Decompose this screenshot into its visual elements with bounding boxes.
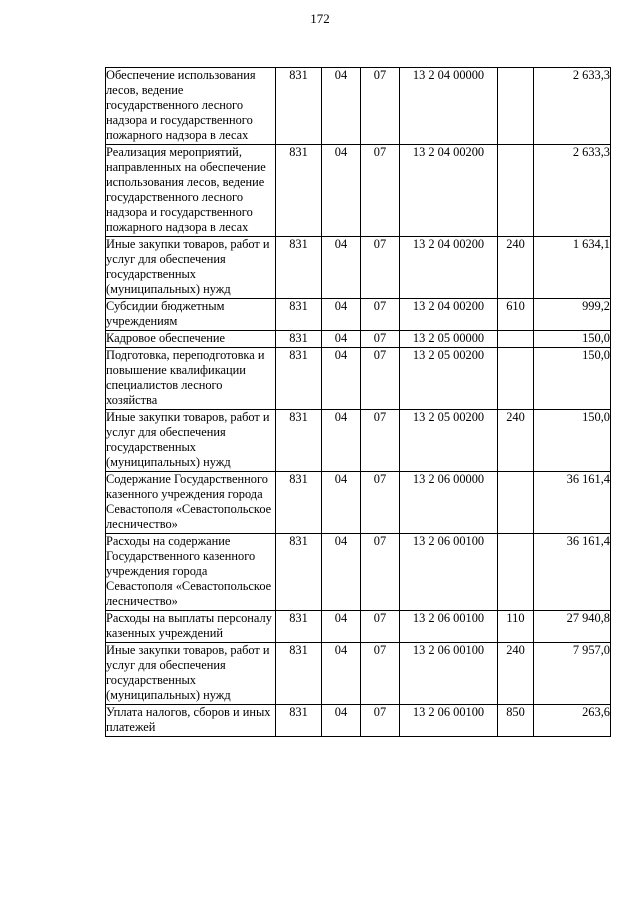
target-article-cell: 13 2 04 00000 xyxy=(400,68,498,145)
amount-cell: 2 633,3 xyxy=(534,68,611,145)
target-article-cell: 13 2 06 00100 xyxy=(400,643,498,705)
subsection-code-cell: 07 xyxy=(361,299,400,331)
section-code-cell: 04 xyxy=(322,705,361,737)
budget-table-body xyxy=(106,68,611,737)
target-article-cell: 13 2 05 00000 xyxy=(400,331,498,348)
expense-type-cell: 240 xyxy=(498,410,534,472)
department-code-cell: 831 xyxy=(276,299,322,331)
expense-type-cell xyxy=(498,348,534,410)
amount-cell: 27 940,8 xyxy=(534,611,611,643)
expense-type-cell: 240 xyxy=(498,237,534,299)
subsection-code-cell: 07 xyxy=(361,410,400,472)
row-name-cell: Расходы на выплаты персоналу казенных учреждений xyxy=(106,611,276,643)
table-row xyxy=(106,237,611,299)
table-row xyxy=(106,705,611,737)
department-code-cell: 831 xyxy=(276,534,322,611)
department-code-cell: 831 xyxy=(276,68,322,145)
page-number: 172 xyxy=(310,11,330,26)
target-article-cell: 13 2 06 00100 xyxy=(400,534,498,611)
section-code-cell: 04 xyxy=(322,145,361,237)
section-code-cell: 04 xyxy=(322,410,361,472)
section-code-cell: 04 xyxy=(322,472,361,534)
row-name-cell: Иные закупки товаров, работ и услуг для обеспечения государственных (муниципальных) нужд xyxy=(106,237,276,299)
row-name-cell: Иные закупки товаров, работ и услуг для обеспечения государственных (муниципальных) нужд xyxy=(106,410,276,472)
amount-cell: 36 161,4 xyxy=(534,534,611,611)
department-code-cell: 831 xyxy=(276,145,322,237)
expense-type-cell: 110 xyxy=(498,611,534,643)
table-row xyxy=(106,611,611,643)
section-code-cell: 04 xyxy=(322,643,361,705)
section-code-cell: 04 xyxy=(322,534,361,611)
target-article-cell: 13 2 04 00200 xyxy=(400,237,498,299)
amount-cell: 7 957,0 xyxy=(534,643,611,705)
expense-type-cell xyxy=(498,145,534,237)
row-name-cell: Кадровое обеспечение xyxy=(106,331,276,348)
subsection-code-cell: 07 xyxy=(361,534,400,611)
subsection-code-cell: 07 xyxy=(361,68,400,145)
subsection-code-cell: 07 xyxy=(361,331,400,348)
amount-cell: 263,6 xyxy=(534,705,611,737)
row-name-cell: Подготовка, переподготовка и повышение квалификации специалистов лесного хозяйства xyxy=(106,348,276,410)
department-code-cell: 831 xyxy=(276,611,322,643)
section-code-cell: 04 xyxy=(322,348,361,410)
amount-cell: 150,0 xyxy=(534,331,611,348)
table-row xyxy=(106,348,611,410)
amount-cell: 2 633,3 xyxy=(534,145,611,237)
target-article-cell: 13 2 04 00200 xyxy=(400,299,498,331)
row-name-cell: Обеспечение использования лесов, ведение государственного лесного надзора и государственного пожарного надзора в лесах xyxy=(106,68,276,145)
section-code-cell: 04 xyxy=(322,237,361,299)
expense-type-cell xyxy=(498,534,534,611)
department-code-cell: 831 xyxy=(276,705,322,737)
subsection-code-cell: 07 xyxy=(361,472,400,534)
target-article-cell: 13 2 06 00100 xyxy=(400,705,498,737)
target-article-cell: 13 2 06 00100 xyxy=(400,611,498,643)
row-name-cell: Реализация мероприятий, направленных на обеспечение использования лесов, ведение государственного лесного надзора и государственного пожарного надзора в лесах xyxy=(106,145,276,237)
row-name-cell: Субсидии бюджетным учреждениям xyxy=(106,299,276,331)
budget-table xyxy=(105,67,611,737)
section-code-cell: 04 xyxy=(322,331,361,348)
section-code-cell: 04 xyxy=(322,68,361,145)
expense-type-cell: 850 xyxy=(498,705,534,737)
subsection-code-cell: 07 xyxy=(361,145,400,237)
table-row xyxy=(106,534,611,611)
table-row xyxy=(106,331,611,348)
department-code-cell: 831 xyxy=(276,643,322,705)
expense-type-cell xyxy=(498,472,534,534)
table-row xyxy=(106,472,611,534)
amount-cell: 150,0 xyxy=(534,410,611,472)
target-article-cell: 13 2 06 00000 xyxy=(400,472,498,534)
expense-type-cell: 610 xyxy=(498,299,534,331)
department-code-cell: 831 xyxy=(276,348,322,410)
expense-type-cell xyxy=(498,68,534,145)
subsection-code-cell: 07 xyxy=(361,611,400,643)
amount-cell: 36 161,4 xyxy=(534,472,611,534)
table-row xyxy=(106,643,611,705)
row-name-cell: Расходы на содержание Государственного казенного учреждения города Севастополя «Севастопольское лесничество» xyxy=(106,534,276,611)
table-row xyxy=(106,299,611,331)
amount-cell: 1 634,1 xyxy=(534,237,611,299)
subsection-code-cell: 07 xyxy=(361,348,400,410)
expense-type-cell: 240 xyxy=(498,643,534,705)
department-code-cell: 831 xyxy=(276,472,322,534)
subsection-code-cell: 07 xyxy=(361,705,400,737)
subsection-code-cell: 07 xyxy=(361,643,400,705)
row-name-cell: Уплата налогов, сборов и иных платежей xyxy=(106,705,276,737)
section-code-cell: 04 xyxy=(322,611,361,643)
row-name-cell: Содержание Государственного казенного учреждения города Севастополя «Севастопольское лесничество» xyxy=(106,472,276,534)
row-name-cell: Иные закупки товаров, работ и услуг для обеспечения государственных (муниципальных) нужд xyxy=(106,643,276,705)
department-code-cell: 831 xyxy=(276,410,322,472)
amount-cell: 999,2 xyxy=(534,299,611,331)
expense-type-cell xyxy=(498,331,534,348)
department-code-cell: 831 xyxy=(276,237,322,299)
target-article-cell: 13 2 05 00200 xyxy=(400,410,498,472)
table-row xyxy=(106,68,611,145)
table-row xyxy=(106,410,611,472)
department-code-cell: 831 xyxy=(276,331,322,348)
target-article-cell: 13 2 05 00200 xyxy=(400,348,498,410)
target-article-cell: 13 2 04 00200 xyxy=(400,145,498,237)
subsection-code-cell: 07 xyxy=(361,237,400,299)
section-code-cell: 04 xyxy=(322,299,361,331)
table-row xyxy=(106,145,611,237)
amount-cell: 150,0 xyxy=(534,348,611,410)
